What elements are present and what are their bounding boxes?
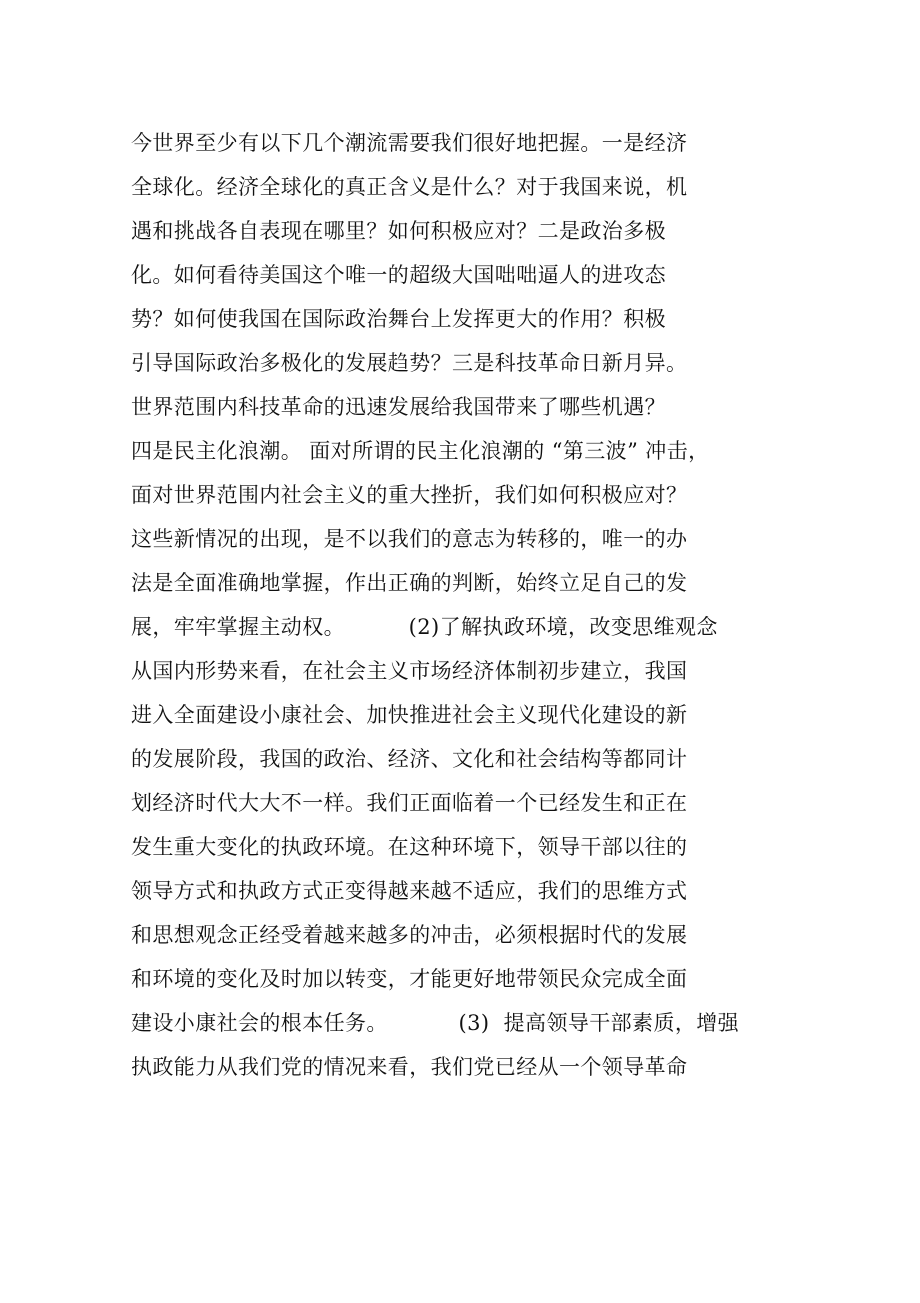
text-line: 这些新情况的出现，是不以我们的意志为转移的，唯一的办 <box>131 527 688 551</box>
text-line: 全球化。经济全球化的真正含义是什么？对于我国来说，机 <box>131 175 688 199</box>
text-line: 进入全面建设小康社会、加快推进社会主义现代化建设的新 <box>131 703 688 727</box>
body-text <box>131 121 811 1089</box>
text-line: 和思想观念正经受着越来越多的冲击，必须根据时代的发展 <box>131 923 688 947</box>
text-line: 四是民主化浪潮。 面对所谓的民主化浪潮的 “第三波” 冲击， <box>131 439 710 463</box>
text-line: 面对世界范围内社会主义的重大挫折，我们如何积极应对？ <box>131 483 688 507</box>
text-line: 展，牢牢掌握主动权。 (2)了解执政环境，改变思维观念 <box>131 615 718 639</box>
text-line: 世界范围内科技革命的迅速发展给我国带来了哪些机遇？ <box>131 395 666 419</box>
text-line: 从国内形势来看，在社会主义市场经济体制初步建立，我国 <box>131 659 688 683</box>
text-line: 势？如何使我国在国际政治舞台上发挥更大的作用？积极 <box>131 307 666 331</box>
text-line: 和环境的变化及时加以转变，才能更好地带领民众完成全面 <box>131 967 688 991</box>
text-line: 执政能力从我们党的情况来看，我们党已经从一个领导革命 <box>131 1055 688 1079</box>
text-line: 法是全面准确地掌握，作出正确的判断，始终立足自己的发 <box>131 571 688 595</box>
text-line: 化。如何看待美国这个唯一的超级大国咄咄逼人的进攻态 <box>131 263 666 287</box>
text-line: 建设小康社会的根本任务。 (3) 提高领导干部素质，增强 <box>131 1011 740 1035</box>
text-line: 引导国际政治多极化的发展趋势？三是科技革命日新月异。 <box>131 351 688 375</box>
text-line: 今世界至少有以下几个潮流需要我们很好地把握。一是经济 <box>131 131 688 155</box>
text-line: 遇和挑战各自表现在哪里？如何积极应对？二是政治多极 <box>131 219 666 243</box>
text-line: 领导方式和执政方式正变得越来越不适应，我们的思维方式 <box>131 879 688 903</box>
text-line: 发生重大变化的执政环境。在这种环境下，领导干部以往的 <box>131 835 688 859</box>
text-line: 划经济时代大大不一样。我们正面临着一个已经发生和正在 <box>131 791 688 815</box>
text-line: 的发展阶段，我国的政治、经济、文化和社会结构等都同计 <box>131 747 688 771</box>
